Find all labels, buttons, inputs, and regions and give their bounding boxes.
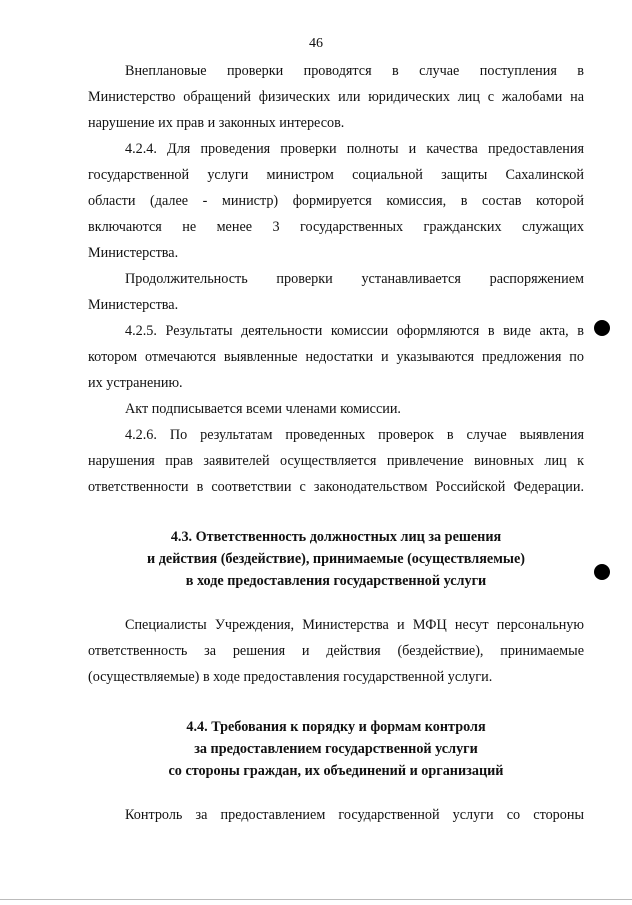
section-heading: в ходе предоставления государственной услуги: [185, 573, 487, 589]
paragraph-line: 4.2.5. Результаты деятельности комиссии оформляются в виде акта, в: [125, 323, 584, 339]
paragraph-line: Министерство обращений физических или юридических лиц с жалобами на: [88, 89, 584, 105]
paragraph-line: нарушения прав заявителей осуществляется привлечение виновных лиц к: [88, 453, 584, 469]
section-heading: 4.4. Требования к порядку и формам контроля: [186, 719, 486, 735]
paragraph-line: Министерства.: [88, 245, 179, 261]
page-edge: [0, 899, 632, 900]
section-heading: со стороны граждан, их объединений и организаций: [168, 763, 504, 779]
section-heading: и действия (бездействие), принимаемые (осуществляемые): [147, 551, 525, 567]
punch-hole-dot: [594, 564, 610, 580]
paragraph-line: (осуществляемые) в ходе предоставления государственной услуги.: [88, 669, 493, 685]
paragraph-line: Специалисты Учреждения, Министерства и МФЦ несут персональную: [125, 617, 584, 633]
paragraph-line: Продолжительность проверки устанавливается распоряжением: [125, 271, 584, 287]
paragraph-line: 4.2.4. Для проведения проверки полноты и качества предоставления: [125, 141, 584, 157]
paragraph-line: Внеплановые проверки проводятся в случае поступления в: [125, 63, 584, 79]
paragraph-line: котором отмечаются выявленные недостатки и указываются предложения по: [88, 349, 584, 365]
paragraph-line: государственной услуги министром социальной защиты Сахалинской: [88, 167, 584, 183]
paragraph-line: Акт подписывается всеми членами комиссии.: [125, 401, 401, 417]
punch-hole-dot: [594, 320, 610, 336]
paragraph-line: включаются не менее 3 государственных гражданских служащих: [88, 219, 584, 235]
section-heading: за предоставлением государственной услуги: [194, 741, 478, 757]
paragraph-line: Министерства.: [88, 297, 179, 313]
paragraph-line: Контроль за предоставлением государственной услуги со стороны: [125, 807, 584, 823]
section-heading: 4.3. Ответственность должностных лиц за решения: [170, 529, 502, 545]
paragraph-line: нарушение их прав и законных интересов.: [88, 115, 345, 131]
paragraph-line: 4.2.6. По результатам проведенных проверок в случае выявления: [125, 427, 584, 443]
paragraph-line: ответственности в соответствии с законодательством Российской Федерации.: [88, 479, 584, 495]
paragraph-line: области (далее - министр) формируется комиссия, в состав которой: [88, 193, 584, 209]
page-number: 46: [309, 36, 323, 51]
paragraph-line: ответственность за решения и действия (бездействие), принимаемые: [88, 643, 584, 659]
paragraph-line: их устранению.: [88, 375, 183, 391]
